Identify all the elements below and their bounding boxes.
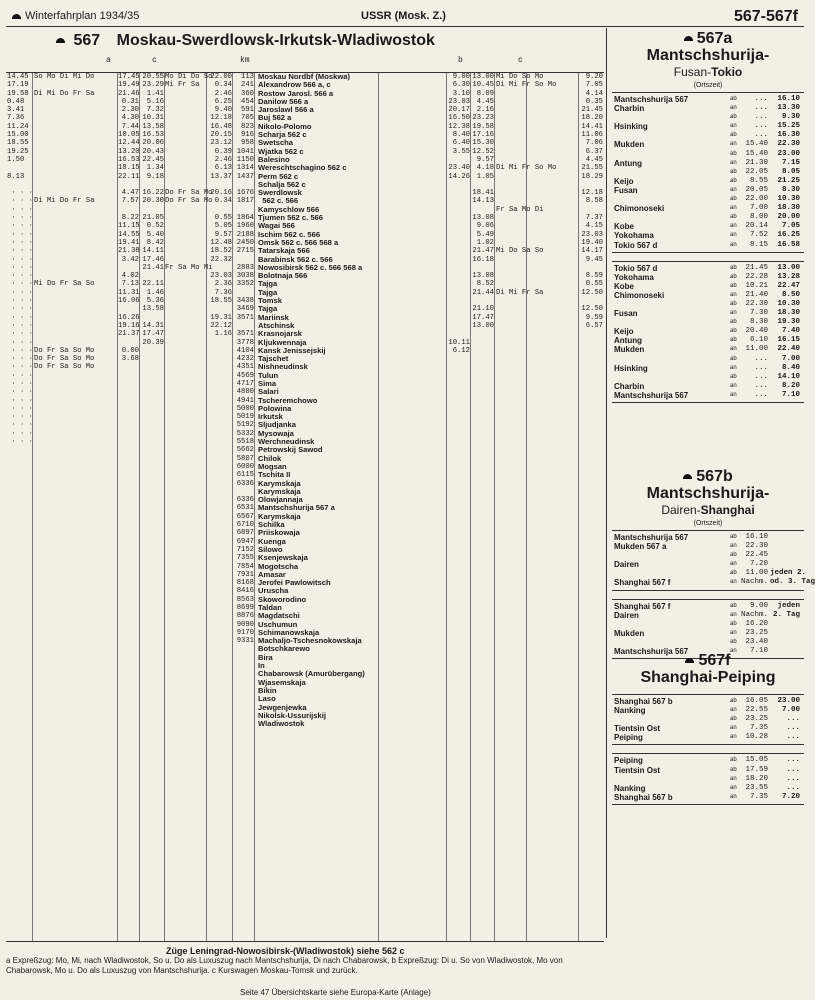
time-column-2: ... [786, 724, 800, 733]
time-column-1: ... [754, 390, 768, 399]
header-rule [6, 26, 804, 27]
timetable-row [612, 345, 804, 354]
col-c-times: 20.55 23.29 1.41 5.16 7.32 10.31 13.58 16.53 20.06 20.43 22.45 1.34 9.18 16.22 20.30 21.05 0.52 5.40 8.42 14.11 17.46 21.41 22.11 1.46 5.36 13.58 14.31 17.47 20.39 [142, 73, 164, 347]
time-column-2: jeden 2. [770, 569, 807, 578]
col-c-times-2: 22.00 0.34 2.46 6.25 9.40 12.18 16.48 20.15 23.12 0.39 2.46 6.13 13.37 20.16 0.34 0.55 5.05 9.57 12.48 18.52 22.32 23.03 2.36 7.36 18.55 19.31 22.12 1.16 [210, 73, 232, 339]
rail-icon [12, 14, 21, 19]
time-column-1: 8.30 [749, 318, 768, 327]
time-column-2: 7.10 [781, 390, 800, 399]
time-column-2: 23.00 [777, 149, 800, 158]
timetable-row [612, 629, 804, 638]
station-name: Peiping [614, 733, 643, 743]
time-column-2: ... [786, 756, 800, 765]
main-title [56, 32, 435, 50]
time-column-1: 22.45 [745, 551, 768, 560]
station-name: Antung [614, 336, 642, 346]
col-label-a: a [106, 56, 111, 65]
time-column-2: 16.10 [777, 95, 800, 103]
arr-dep-label: an [730, 629, 737, 636]
timetable-row [612, 715, 804, 724]
region-label: USSR (Mosk. Z.) [361, 10, 446, 22]
arr-dep-label: ab [730, 716, 737, 723]
timetable-row [612, 382, 804, 391]
time-column-1: ... [754, 95, 768, 103]
station-name: Tientsin Ost [614, 765, 661, 775]
arr-dep-label: ab [730, 766, 737, 773]
time-column-2: 19.30 [777, 318, 800, 327]
timetable-row [612, 551, 804, 560]
rail-icon [56, 38, 65, 43]
arr-dep-label: an [730, 232, 737, 239]
station-name: Mantschshurija 567 [614, 95, 689, 104]
time-column-2: 18.30 [777, 204, 800, 213]
time-column-2: 10.30 [777, 299, 800, 308]
col-label-b: b [458, 56, 463, 65]
time-column-1: 17.59 [745, 765, 768, 774]
time-column-1: 11.00 [745, 345, 768, 354]
time-column-1: 22.28 [745, 272, 768, 281]
time-column-2: 15.25 [777, 122, 800, 131]
station-name: Shanghai 567 b [614, 697, 673, 706]
time-column-2: 8.05 [781, 167, 800, 176]
time-column-1: 20.14 [745, 222, 768, 231]
arr-dep-label: an [730, 291, 737, 298]
table-range: 567-567f [733, 8, 798, 25]
rail-icon [683, 474, 692, 479]
time-column-1: ... [754, 113, 768, 122]
panel-567a-return [612, 261, 804, 403]
timetable-row [612, 282, 804, 291]
timetable-row [612, 213, 804, 222]
timetable-row [612, 578, 815, 588]
arr-dep-label: ab [730, 698, 737, 704]
arr-dep-label: ab [730, 534, 737, 540]
time-column-2: 16.58 [777, 240, 800, 249]
arr-dep-label: ab [730, 355, 737, 362]
timetable-row [612, 113, 804, 122]
time-column-1: 7.10 [749, 647, 768, 656]
arr-dep-label: ab [730, 373, 737, 380]
arr-dep-label: an [730, 561, 737, 568]
arr-dep-label: ab [730, 570, 737, 577]
time-column-2: 13.30 [777, 104, 800, 113]
timetable-row [612, 373, 804, 382]
timetable-row [612, 706, 804, 715]
panel-567a [612, 30, 804, 403]
arr-dep-label: an [730, 159, 737, 166]
time-column-2: 9.30 [781, 113, 800, 122]
time-column-1: 8.00 [749, 213, 768, 222]
arr-dep-label: an [730, 775, 737, 782]
panel-567b-title: 567b Mantschshurija- Dairen-Shanghai [646, 468, 770, 517]
local-time-note: (Ortszeit) [693, 520, 723, 527]
time-column-1: 20.05 [745, 185, 768, 194]
arr-dep-label: ab [730, 337, 737, 344]
station-name: Keijo [614, 327, 634, 337]
route-title: Moskau-Swerdlowsk-Irkutsk-Wladiwostok [116, 32, 435, 49]
timetable-row [612, 241, 804, 250]
time-column-1: 7.35 [749, 792, 768, 801]
arr-dep-label: an [730, 725, 737, 732]
arr-dep-label: an [730, 734, 737, 741]
col-label-c: c [152, 56, 157, 65]
rail-icon [685, 658, 694, 663]
col-departure-left: 14.45 17.19 19.58 0.48 3.41 7.36 11.24 15.00 18.55 19.25 1.50 8.13 · · · · · · · · · · · · · · · · · · · · · · · · · · · · · · · · · · · · · · · · · · · · · · · · · · · · · · · · · · · · · · · · · · · · · · · · · · · · · · · · · · · · · · · · · · · · · [7, 73, 33, 447]
time-column-1: 7.20 [749, 560, 768, 569]
station-name: Fusan [614, 309, 638, 319]
timetable-row [612, 150, 804, 159]
station-name: Nanking [614, 706, 646, 716]
time-column-2: 13.28 [777, 272, 800, 281]
time-column-2: 8.30 [781, 185, 800, 194]
station-name: Mukden [614, 628, 645, 638]
arr-dep-label: an [730, 310, 737, 317]
timetable-row [612, 336, 804, 345]
arr-dep-label: ab [730, 132, 737, 139]
timetable-row [612, 231, 804, 240]
arr-dep-label: an [730, 223, 737, 230]
time-column-1: 10.28 [745, 733, 768, 742]
station-name: Nanking [614, 783, 646, 793]
time-column-2: 10.30 [777, 195, 800, 204]
arr-dep-label: an [730, 611, 737, 618]
panel-567f-outbound [612, 694, 804, 745]
arr-dep-label: ab [730, 196, 737, 203]
season-label: Winterfahrplan 1934/35 [12, 10, 139, 22]
timetable-row [612, 177, 804, 186]
time-column-2: 16.15 [777, 336, 800, 345]
panel-567f-return [612, 753, 804, 804]
time-column-2: 2. Tag [772, 610, 800, 619]
time-column-2: 21.25 [777, 176, 800, 185]
timetable-row [612, 264, 804, 273]
station-name: Mukden [614, 345, 645, 355]
arr-dep-label: ab [730, 150, 737, 157]
arr-dep-label: ab [730, 177, 737, 184]
time-column-1: 7.52 [749, 231, 768, 240]
time-column-1: 18.20 [745, 774, 768, 783]
station-name: Shanghai 567 f [614, 601, 671, 611]
station-name: Mantschshurija 567 [614, 533, 689, 542]
timetable-row [612, 766, 804, 775]
timetable-row [612, 756, 804, 765]
station-name: Tokio 567 d [614, 240, 658, 250]
timetable-row [612, 104, 804, 113]
connection-note: Züge Leningrad-Nowosibirsk-(Wladiwostok) siehe 562 c [166, 946, 405, 956]
station-name: Antung [614, 158, 642, 168]
timetable-row [612, 391, 804, 400]
time-column-1: 7.30 [749, 309, 768, 318]
arr-dep-label: ab [730, 602, 737, 609]
arr-dep-label: an [730, 382, 737, 389]
time-column-1: ... [754, 363, 768, 372]
timetable-row [612, 697, 804, 706]
time-column-1: ... [754, 131, 768, 140]
col-stations: Moskau Nordbf (Moskwa) Alexandrow 566 a, c Rostow Jarosl. 566 a Danilow 566 a Jaroslawl 566 a Buj 562 a Nikolo-Polomo Scharja 562 c Swetscha Wjatka 562 c Balesino Wereschtschagino 562 c Perm 562 c Schalja 562 c Swerdlowsk 562 c. 566 Kamyschlow 566 Tjumen 562 c. 566 Wagai 566 Ischim 562 c. 566 Omsk 562 c. 566 568 a Tatarskaja 566 Barabinsk 562 c. 566 Nowosibirsk 562 c. 566 568 a Bolotnaja 566 Tajga Tajga Tomsk Tajga Mariinsk Atschinsk Krasnojarsk Kljukwennaja Kansk Jenissejskij Tajschet Nishneudinsk Tulun Sima Salari Tscheremchowo Polowina Irkutsk Sljudjanka Mysowaja Werchneudinsk Petrowskij Sawod Chilok Mogsan Tschita II Karymskaja Karymskaja Olowjannaja Mantschshurija 567 a Karymskaja Schilka Priiskowaja Kuenga Silowo Ksenjewskaja Mogotscha Amasar Jerofei Pawlowitsch Uruscha Skoworodino Taldan Magdatschi Uschumun Schimanowskaja Machaljo-Tschesnokowskaja Botschkarewo Bira In Chabarowsk (Amurübergang) Wjasemskaja Bikin Laso Jewgenjewka Nikolsk-Ussurijskij Wladiwostok [258, 72, 365, 729]
time-column-1: 15.40 [745, 140, 768, 149]
arr-dep-label: ab [730, 114, 737, 121]
time-column-1: 21.45 [745, 263, 768, 272]
column-divider [606, 28, 607, 938]
panel-567b-return [612, 599, 804, 660]
time-column-1: 23.25 [745, 628, 768, 637]
page-reference: Seite 47 Übersichtskarte siehe Europa-Karte (Anlage) [240, 988, 431, 997]
timetable-row [612, 140, 804, 149]
time-column-2: ... [786, 715, 800, 724]
page-header [6, 8, 804, 26]
timetable-row [612, 195, 804, 204]
col-km: 113 241 360 454 591 705 823 916 958 1041 1150 1314 1437 1676 1817 1864 1960 2188 2450 2715 2883 3038 3352 3438 3469 3571 3571 3778 4104 4232 4351 4569 4717 4800 4941 5000 5019 5192 5332 5518 5662 5807 6000 6115 6336 6336 6531 6567 6710 6897 6947 7152 7355 7854 7931 8168 8416 8563 8699 8876 9090 9170 9331 [236, 73, 254, 646]
time-column-1: ... [754, 104, 768, 113]
timetable-row [612, 784, 804, 793]
arr-dep-label: an [730, 543, 737, 550]
arr-dep-label: an [730, 579, 737, 586]
station-name: Mantschshurija 567 [614, 647, 689, 657]
arr-dep-label: an [730, 364, 737, 371]
time-column-2: 16.25 [777, 231, 800, 240]
time-column-1: 8.55 [749, 176, 768, 185]
col-c-arrival: 9.20 7.05 4.14 0.35 21.45 18.20 14.41 11.06 7.06 6.37 4.45 21.55 18.29 12.18 8.58 7.37 4.15 23.03 19.40 14.17 9.45 8.59 0.55 12.50 12.50 9.59 6.57 [581, 73, 603, 330]
station-name: Chimonoseki [614, 290, 665, 300]
time-column-2: 13.00 [777, 263, 800, 272]
arr-dep-label: ab [730, 319, 737, 326]
time-column-2: 22.30 [777, 140, 800, 149]
col-label-c2: c [518, 56, 523, 65]
time-column-1: Nachm. [740, 610, 768, 619]
station-name: Hsinking [614, 122, 648, 132]
station-name: Tientsin Ost [614, 724, 661, 734]
timetable-row [612, 122, 804, 131]
arr-dep-label: an [730, 141, 737, 148]
time-column-1: 16.05 [745, 697, 768, 705]
timetable-row [612, 611, 804, 620]
time-column-1: 9.00 [749, 601, 768, 610]
footnotes [6, 946, 606, 976]
panel-567f-title: 567f Shanghai-Peiping [640, 652, 776, 686]
time-column-2: 20.00 [777, 213, 800, 222]
panel-567b [612, 468, 815, 659]
timetable-row [612, 775, 804, 784]
station-name: Yokohama [614, 231, 654, 241]
panel-567f [612, 652, 804, 805]
station-name: Mukden [614, 140, 645, 150]
time-column-2: 7.40 [781, 327, 800, 336]
time-column-1: 23.40 [745, 637, 768, 646]
arr-dep-label: an [730, 241, 737, 248]
timetable-row [612, 291, 804, 300]
time-column-1: 22.30 [745, 542, 768, 551]
time-column-1: 6.10 [749, 336, 768, 345]
station-name: Peiping [614, 756, 643, 766]
local-time-note: (Ortszeit) [693, 82, 723, 89]
arr-dep-label: ab [730, 264, 737, 271]
arr-dep-label: an [730, 784, 737, 791]
timetable-row [612, 724, 804, 733]
time-column-1: 16.10 [745, 533, 768, 541]
arr-dep-label: an [730, 391, 737, 398]
time-column-2: 7.15 [781, 158, 800, 167]
time-column-1: 20.40 [745, 327, 768, 336]
panel-567a-outbound [612, 92, 804, 253]
time-column-2: jeden [777, 601, 800, 610]
timetable-row [612, 638, 804, 647]
time-column-1: ... [754, 354, 768, 363]
time-column-1: 7.00 [749, 204, 768, 213]
timetable-row [612, 327, 804, 336]
timetable-row [612, 602, 804, 611]
time-column-1: 22.55 [745, 706, 768, 715]
timetable-row [612, 533, 804, 542]
station-name: Keijo [614, 176, 634, 186]
time-column-2: 7.00 [781, 354, 800, 363]
time-column-1: 11.00 [745, 569, 768, 578]
arr-dep-label: ab [730, 273, 737, 280]
time-column-2: 22.47 [777, 281, 800, 290]
time-column-1: 22.30 [745, 299, 768, 308]
timetable-row [612, 318, 804, 327]
time-column-1: ... [754, 381, 768, 390]
arr-dep-label: an [730, 793, 737, 800]
timetable-row [612, 309, 804, 318]
col-c-days: Mo Di Do So Mi Fr Sa Do Fr Sa Mo Do Fr Sa Mo Fr Sa Mo Mi [165, 73, 213, 272]
time-column-1: 10.21 [745, 281, 768, 290]
timetable-row [612, 131, 804, 140]
arr-dep-label: an [730, 105, 737, 112]
time-column-1: 21.30 [745, 158, 768, 167]
time-column-1: 8.15 [749, 240, 768, 249]
arr-dep-label: ab [730, 96, 737, 102]
timetable-row [612, 204, 804, 213]
arr-dep-label: ab [730, 757, 737, 764]
time-column-1: ... [754, 372, 768, 381]
time-column-1: 22.00 [745, 195, 768, 204]
col-a-days: So Mo Di Mi Do Di Mi Do Fr Sa Di Mi Do Fr Sa Mi Do Fr Sa So Do Fr Sa So Mo Do Fr Sa So Mo Do Fr Sa So Mo [34, 73, 95, 372]
station-name: Fusan [614, 185, 638, 195]
time-column-2: 7.00 [781, 706, 800, 715]
time-column-1: 15.40 [745, 149, 768, 158]
station-name: Shanghai 567 f [614, 578, 671, 588]
col-a-times: 17.45 19.49 21.46 0.31 2.30 4.30 7.44 10.05 12.44 13.20 16.53 18.15 22.11 4.47 7.57 8.22 11.15 14.55 19.41 21.38 3.42 4.02 7.13 11.31 16.06 16.26 19.16 21.37 0.00 3.68 [118, 73, 140, 364]
arr-dep-label: ab [730, 168, 737, 175]
time-column-2: 18.30 [777, 309, 800, 318]
arr-dep-label: ab [730, 282, 737, 289]
time-column-2: 14.10 [777, 372, 800, 381]
timetable-row [612, 793, 804, 802]
timetable-row [612, 569, 807, 578]
arr-dep-label: ab [730, 300, 737, 307]
station-name: Dairen [614, 610, 639, 620]
arr-dep-label: an [730, 205, 737, 212]
arr-dep-label: ab [730, 620, 737, 627]
arr-dep-label: an [730, 186, 737, 193]
arr-dep-label: ab [730, 552, 737, 559]
time-column-2: 22.40 [777, 345, 800, 354]
arr-dep-label: ab [730, 638, 737, 645]
timetable-row [612, 364, 804, 373]
time-column-1: ... [754, 122, 768, 131]
main-timetable [6, 30, 604, 945]
station-name: Tokio 567 d [614, 263, 658, 273]
station-name: Charbin [614, 381, 645, 391]
time-column-2: ... [786, 783, 800, 792]
arr-dep-label: ab [730, 214, 737, 221]
time-column-1: 22.05 [745, 167, 768, 176]
rail-icon [684, 36, 693, 41]
station-name: Kobe [614, 222, 634, 232]
time-column-2: 8.20 [781, 381, 800, 390]
time-column-2: ... [786, 774, 800, 783]
time-column-1: 21.40 [745, 290, 768, 299]
timetable-row [612, 186, 804, 195]
station-name: Shanghai 567 b [614, 792, 673, 802]
legend-text: a Expreßzug: Mo, Mi, nach Wladiwostok, So u. Do als Luxuszug nach Mantschshurija, Di nach Chabarowsk, b Expreßzug: Di u. So von Wladiwostok, Mo von Chabarowsk, Mo u. Do als Luxuszug von Mantschshurija. c Kurswagen Moskau-Tomsk und zurück. [6, 956, 563, 975]
timetable-row [612, 300, 804, 309]
time-column-2: 7.05 [781, 222, 800, 231]
col-b-days: Mi Do So Mo Di Mi Fr So Mo Di Mi Fr So Mo Fr Sa Mo Di Mi Do Sa So Di Mi Fr Sa [496, 73, 557, 297]
col-label-km: km [240, 56, 250, 65]
timetable-row [612, 733, 804, 742]
time-column-1: 15.05 [745, 756, 768, 765]
time-column-1: 16.20 [745, 619, 768, 628]
timetable-row [612, 620, 804, 629]
col-b-times: 9.00 6.30 3.10 23.03 20.17 16.50 12.38 8.40 6.40 3.55 23.40 14.26 10.11 6.12 [448, 73, 470, 355]
timetable-grid [6, 72, 604, 942]
timetable-row [612, 560, 804, 569]
time-column-1: Nachm. [740, 578, 768, 587]
time-column-2: 8.50 [781, 290, 800, 299]
timetable-row [612, 542, 804, 551]
time-column-1: 23.55 [745, 783, 768, 792]
time-column-1: 7.35 [749, 724, 768, 733]
station-name: Dairen [614, 560, 639, 570]
station-name: Mantschshurija 567 [614, 390, 689, 400]
arr-dep-label: ab [730, 328, 737, 335]
station-name: Kobe [614, 281, 634, 291]
timetable-row [612, 273, 804, 282]
arr-dep-label: an [730, 648, 737, 655]
time-column-2: 16.30 [777, 131, 800, 140]
time-column-2: 23.00 [777, 697, 800, 705]
timetable-row [612, 159, 804, 168]
timetable-row [612, 222, 804, 231]
time-column-2: 7.20 [781, 792, 800, 801]
time-column-2: ... [786, 765, 800, 774]
arr-dep-label: an [730, 346, 737, 353]
timetable-row [612, 95, 804, 104]
station-name: Charbin [614, 104, 645, 114]
panel-567a-title: 567a Mantschshurija- Fusan-Tokio [646, 30, 770, 79]
time-column-1: 23.25 [745, 715, 768, 724]
station-name: Hsinking [614, 363, 648, 373]
station-name: Mukden 567 a [614, 542, 667, 552]
col-b-times-2: 13.00 10.45 8.09 4.45 2.16 23.23 19.58 17.16 15.30 12.52 9.57 4.18 1.05 18.41 14.13 13.08 9.06 5.49 1.02 21.47 16.18 13.08 8.52 21.44 21.10 17.47 13.00 [472, 73, 494, 330]
station-name: Yokohama [614, 272, 654, 282]
arr-dep-label: an [730, 123, 737, 130]
time-column-2: od. 3. Tag [770, 578, 815, 587]
station-name: Chimonoseki [614, 204, 665, 214]
timetable-row [612, 355, 804, 364]
table-number: 567 [73, 32, 101, 49]
arr-dep-label: an [730, 707, 737, 714]
time-column-2: 8.40 [781, 363, 800, 372]
panel-567b-outbound [612, 530, 815, 591]
timetable-row [612, 168, 804, 177]
time-column-2: ... [786, 733, 800, 742]
